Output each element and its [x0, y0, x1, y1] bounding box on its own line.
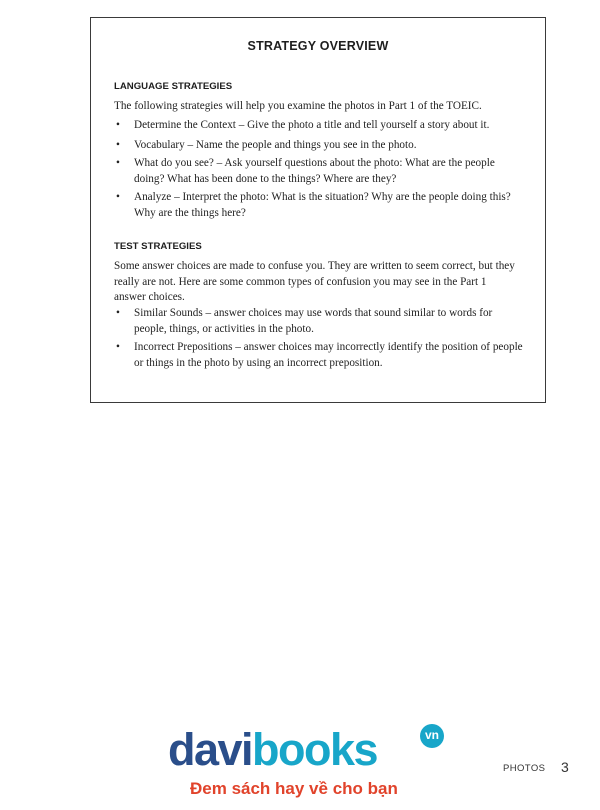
logo-vn-badge: vn [420, 724, 444, 748]
list-item [114, 138, 524, 154]
test-strategies-heading: TEST STRATEGIES [114, 241, 202, 252]
language-strategies-heading: LANGUAGE STRATEGIES [114, 81, 233, 92]
davibooks-logo [168, 722, 458, 806]
list-item [114, 190, 524, 221]
language-intro: The following strategies will help you examine the photos in Part 1 of the TOEIC. [114, 100, 482, 112]
list-item [114, 118, 524, 134]
box-title: STRATEGY OVERVIEW [247, 39, 389, 53]
bullet-glyph: • [116, 138, 120, 151]
list-item-text: Incorrect Prepositions – answer choices may incorrectly identify the position of people or things in the photo by using an incorrect preposition. [134, 341, 523, 369]
logo-wordmark [168, 722, 377, 778]
page-number: 3 [561, 759, 569, 775]
bullet-glyph: • [116, 341, 120, 353]
test-bullet-list [114, 306, 524, 371]
list-item-text: Determine the Context – Give the photo a title and tell yourself a story about it. [134, 119, 490, 131]
footer-section-label: PHOTOS [503, 763, 546, 774]
list-item [114, 156, 524, 187]
bullet-glyph: • [116, 191, 120, 203]
logo-wordmark-davi: davi [168, 724, 253, 775]
test-intro: Some answer choices are made to confuse you. They are written to seem correct, but they really are not. Here are some common types of confusion you may see in the Part 1 answer choices. [114, 260, 515, 303]
list-item-text: Analyze – Interpret the photo: What is the situation? Why are the people doing this? Why are the things here? [134, 191, 511, 219]
list-item-text: Vocabulary – Name the people and things you see in the photo. [134, 138, 417, 151]
strategy-overview-box [90, 17, 546, 403]
bullet-glyph: • [116, 157, 120, 169]
bullet-glyph: • [116, 307, 120, 319]
list-item [114, 340, 524, 371]
language-bullet-list [114, 118, 524, 221]
bullet-glyph: • [116, 119, 120, 131]
list-item-text: What do you see? – Ask yourself questions about the photo: What are the people doing? What has been done to the things? Where are they? [134, 157, 495, 185]
list-item [114, 306, 524, 337]
list-item-text: Similar Sounds – answer choices may use words that sound similar to words for people, things, or activities in the photo. [134, 307, 493, 335]
logo-tagline: Đem sách hay về cho bạn [190, 779, 398, 798]
logo-wordmark-books: books [252, 724, 378, 775]
